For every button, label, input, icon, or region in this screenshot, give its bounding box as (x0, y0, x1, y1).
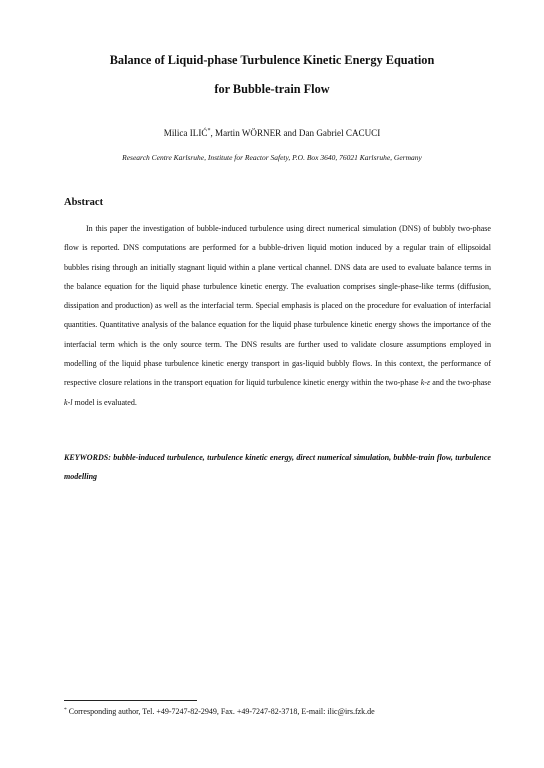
abstract-body (64, 219, 491, 412)
author-first: Milica ILIĆ (163, 128, 208, 138)
author-others: , Martin WÖRNER and Dan Gabriel CACUCI (210, 128, 381, 138)
footnote-mark: * (64, 707, 67, 713)
abstract-text: In this paper the investigation of bubble-induced turbulence using direct numerical simulation (DNS) of bubbly two-phase flow is reported. DNS computations are performed for a bubble-driven liquid motion induced by a regular train of ellipsoidal bubbles rising through an initially stagnant liquid within a plane vertical channel. DNS data are used to evaluate balance terms in the balance equation for the liquid phase turbulence kinetic energy. The evaluation comprises single-phase-like terms (diffusion, dissipation and production) as well as the interfacial term. Special emphasis is placed on the procedure for evaluation of interfacial quantities. Quantitative analysis of the balance equation for the liquid phase turbulence kinetic energy shows the importance of the interfacial term which is the only source term. The DNS results are further used to validate closure assumptions employed in modelling of the liquid phase turbulence kinetic energy transport in gas-liquid bubbly flows. In this context, the performance of respective closure relations in the transport equation for liquid turbulence kinetic energy within the two-phase (64, 224, 491, 388)
keywords: KEYWORDS: bubble-induced turbulence, turbulence kinetic energy, direct numerical simulation, bubble-train flow, turbulence modelling (64, 453, 491, 482)
abstract-text-and: and the two-phase (430, 378, 491, 388)
corresponding-author-mark: * (207, 128, 211, 134)
footnote-divider (64, 700, 197, 701)
footnote (64, 706, 504, 717)
abstract-text-end: model is evaluated. (72, 397, 137, 407)
abstract-heading: Abstract (64, 197, 104, 208)
affiliation: Research Centre Karlsruhe, Institute for Reactor Safety, P.O. Box 3640, 76021 Karlsruhe, Germany (122, 153, 422, 162)
paper-title-line2: for Bubble-train Flow (214, 82, 330, 96)
footnote-text: Corresponding author, Tel. +49-7247-82-2949, Fax. +49-7247-82-3718, E-mail: ilic@irs.fzk.de (66, 707, 375, 716)
paper-title-line1: Balance of Liquid-phase Turbulence Kinetic Energy Equation (109, 53, 435, 67)
author-list (0, 127, 544, 139)
model-k-l: k-l (64, 397, 73, 407)
model-k-epsilon: k-ε (420, 378, 431, 388)
